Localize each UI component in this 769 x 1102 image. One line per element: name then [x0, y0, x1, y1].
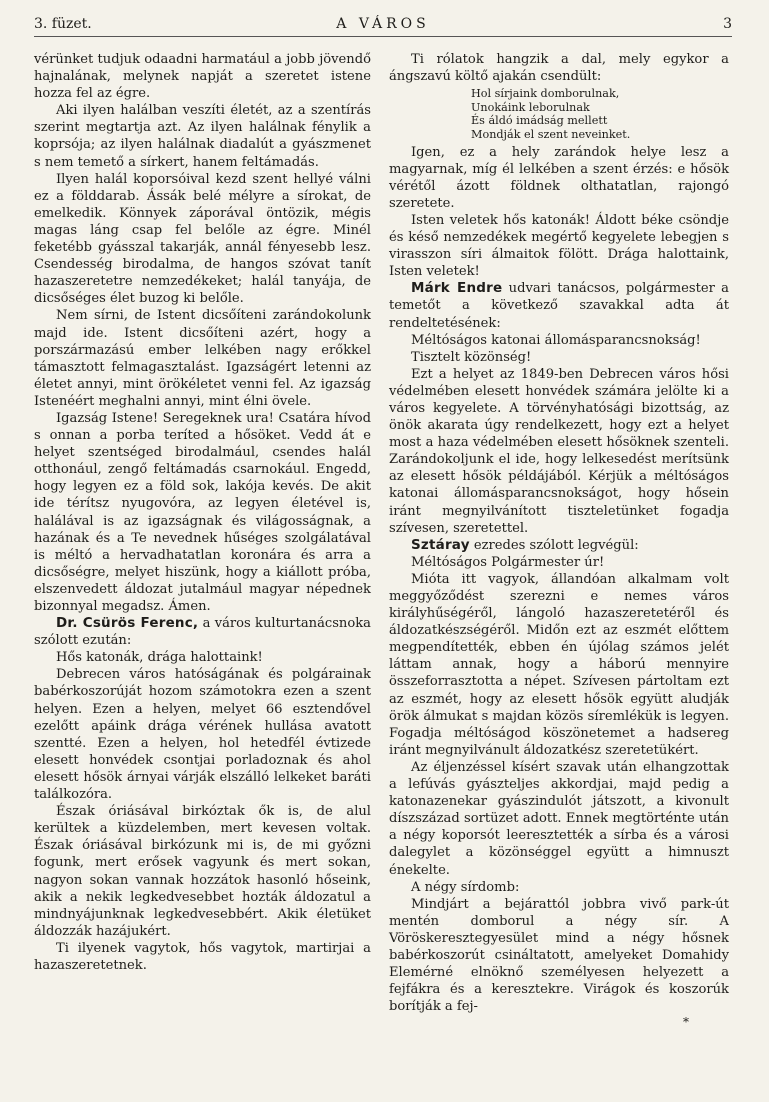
speaker-paragraph — [389, 537, 729, 554]
poem-quote — [471, 87, 729, 141]
paragraph: Tisztelt közönség! — [411, 349, 532, 365]
journal-title: A VÁROS — [336, 16, 430, 32]
speaker-name: Sztáray — [411, 536, 470, 553]
paragraph: Mindjárt a bejárattól jobbra vivő park-út mentén domborul a négy sír. A Vöröskeresztegyesület mind a négy hősnek babérkoszorút csináltatott, amelyeket Domahidy Elemérné elnöknő személyesen helyezett a fejfákra és a keresztekre. Virágok és koszorúk borítják a fej- — [389, 896, 729, 1015]
paragraph: Isten veletek hős katonák! Áldott béke csöndje és késő nemzedékek megértő kegyelete lebegjen s virasszon síri álmaitok fölött. Drága halottaink, Isten veletek! — [389, 212, 729, 280]
speaker-intro: a város kulturtanácsnoka szólott ezután: — [34, 616, 371, 649]
paragraph: Mióta itt vagyok, állandóan alkalmam volt meggyőződést szerezni e nemes város királyhűségéről, lángoló hazaszeretetéről és áldozatkészségéről. Midőn ezt az eszmét előttem megpendítették, ebben én újólag számos jelét láttam annak, hogy a háború mennyire összeforrasztotta a népet. Szívesen pártoltam ezt az eszmét, hogy az elesett hősök együtt aludják örök álmukat s majdan közös síremlékük is legyen. Fogadja méltóságod köszönetemet a hadsereg iránt megnyilvánult áldozatkész szeretetükért. — [389, 571, 729, 758]
paragraph: Észak óriásával birkóztak ők is, de alul kerültek a küzdelemben, mert kevesen voltak. Észak óriásával birkózunk mi is, de mi győzni fogunk, mert erősek vagyunk és mert sokan, nagyon sokan vannak hozzátok hasonló hőseink, akik a nekik legkedvesebbet hozták áldozatul a mindnyájunknak legkedvesebbért. Akik életüket áldozzák hazájukért. — [34, 804, 371, 939]
paragraph: Aki ilyen halálban veszíti életét, az a szentírás szerint megtartja azt. Az ilyen halálnak fénylik a koprsója; az ilyen halálnak diadalút a gyászmenet s nem temető a sírkert, hanem feltámadás. — [34, 103, 371, 170]
poem-line: Hol sírjaink domborulnak, — [471, 87, 620, 101]
speaker-intro: ezredes szólott legvégül: — [473, 537, 639, 553]
poem-line: És áldó imádság mellett — [471, 114, 608, 128]
paragraph: Ilyen halál koporsóival kezd szent hellyé válni ez a földdarab. Ássák belé mélyre a sírokat, de emelkedik. Könnyek záporával öntözik, mégis magas láng csap fel belőle az égre. Minél feketébb gyásszal takarják, annál fényesebb lesz. Csendesség birodalma, de hangos szóvat tanít hazaszeretetre nemzedékeket; halál tanyája, de dicsőséges élet buzog ki belőle. — [34, 171, 371, 307]
paragraph: Ti rólatok hangzik a dal, mely egykor a ángszavú költő ajakán csendült: — [389, 52, 729, 85]
paragraph: Igazság Istene! Seregeknek ura! Csatára hívod s onnan a porba teríted a hősöket. Vedd át e helyet szentséged birodalmául, csendes halál otthonául, zengő feltámadás csarnokául. Engedd, hogy legyen ez a föld sok, lakója kevés. De akit ide térítsz nyugovóra, az legyen életével is, halálával is az igazságnak és világosságnak, a hazának és a Te nevednek hűséges szolgálatával is méltó a hervadhatatlan koronára és arra a dicsőségre, melyet hiszünk, hogy a kiállott próba, elszenvedett áldozat jutalmául magyar népednek bizonnyal megadsz. Ámen. — [34, 410, 371, 614]
issue-number: 3. füzet. — [34, 16, 92, 32]
paragraph: Ezt a helyet az 1849-ben Debrecen város hősi védelmében elesett honvédek számára jelölte ki a város kegyelete. A törvényhatósági bizottság, az önök akarata úgy rendelkezett, hogy ezt a helyet most a haza védelmében elesett hősöknek szenteli. Zarándokoljunk el ide, hogy lelkesedést merítsünk az elesett hősök példájából. Kérjük a méltóságos katonai állomásparancsnokságot, hogy hősein iránt megnyilvánított tiszteletünket fogadja szívesen, szeretettel. — [389, 366, 729, 536]
paragraph: Méltóságos katonai állomásparancsnokság! — [411, 332, 701, 348]
paragraph: Hős katonák, drága halottaink! — [56, 650, 263, 666]
right-column — [389, 51, 729, 1029]
paragraph: Ti ilyenek vagytok, hős vagytok, martirjai a hazaszeretetnek. — [34, 940, 371, 973]
continuation-star: * — [683, 1015, 689, 1030]
paragraph: Debrecen város hatóságának és polgárainak babérkoszorúját hozom számotokra ezen a szent helyen. Ezen a helyen, melyet 66 esztendővel ezelőtt apáink drága vérének hullása avatott szentté. Ezen a helyen, hol hetedfél évtizede elesett honvédek csontjai porladoznak és ahol elesett hősök árnyai várják elszálló lelkeket baráti találkozóra. — [34, 667, 371, 803]
paragraph: vérünket tudjuk odaadni harmatául a jobb jövendő hajnalának, melynek napját a szeretet istene hozza fel az égre. — [34, 52, 371, 102]
paragraph: Méltóságos Polgármester úr! — [411, 554, 605, 570]
speaker-paragraph — [389, 280, 729, 331]
poem-line: Mondják el szent neveinket. — [471, 127, 631, 141]
header-rule — [34, 36, 732, 37]
poem-line: Unokáink leborulnak — [471, 100, 590, 114]
paragraph: A négy sírdomb: — [411, 879, 520, 895]
page-header — [34, 14, 732, 38]
paragraph: Igen, ez a hely zarándok helye lesz a magyarnak, míg él lelkében a szent érzés: e hősök vérétől ázott földnek olthatatlan, rajongó szeretete. — [389, 144, 729, 211]
paragraph: Nem sírni, de Istent dicsőíteni zarándokolunk majd ide. Istent dicsőíteni azért, hogy a porszármazású ember lelkében nagy erőkkel támasztott felmagasztalást. Igazságért letenni az életet annyi, mint örökéletet venni fel. Az igazság Istenéért meghalni annyi, mint élni övele. — [34, 308, 371, 409]
speaker-name: Dr. Csürös Ferenc, — [56, 615, 199, 632]
paragraph: Az éljenzéssel kísért szavak után elhangzottak a lefúvás gyászteljes akkordjai, majd pedig a katonazenekar gyászindulót játszott, a kivonult díszszázad sortüzet adott. Ennek megtörténte után a négy koporsót leeresztették a sírba és a városi dalegylet a közönséggel együtt a himnuszt énekelte. — [389, 759, 729, 878]
speaker-name: Márk Endre — [411, 280, 503, 297]
speaker-paragraph — [34, 615, 371, 649]
speaker-intro: udvari tanácsos, polgármester a temetőt a következő szavakkal adta át rendeltetésének: — [389, 281, 729, 331]
page-number: 3 — [723, 16, 732, 32]
left-column — [34, 51, 371, 974]
